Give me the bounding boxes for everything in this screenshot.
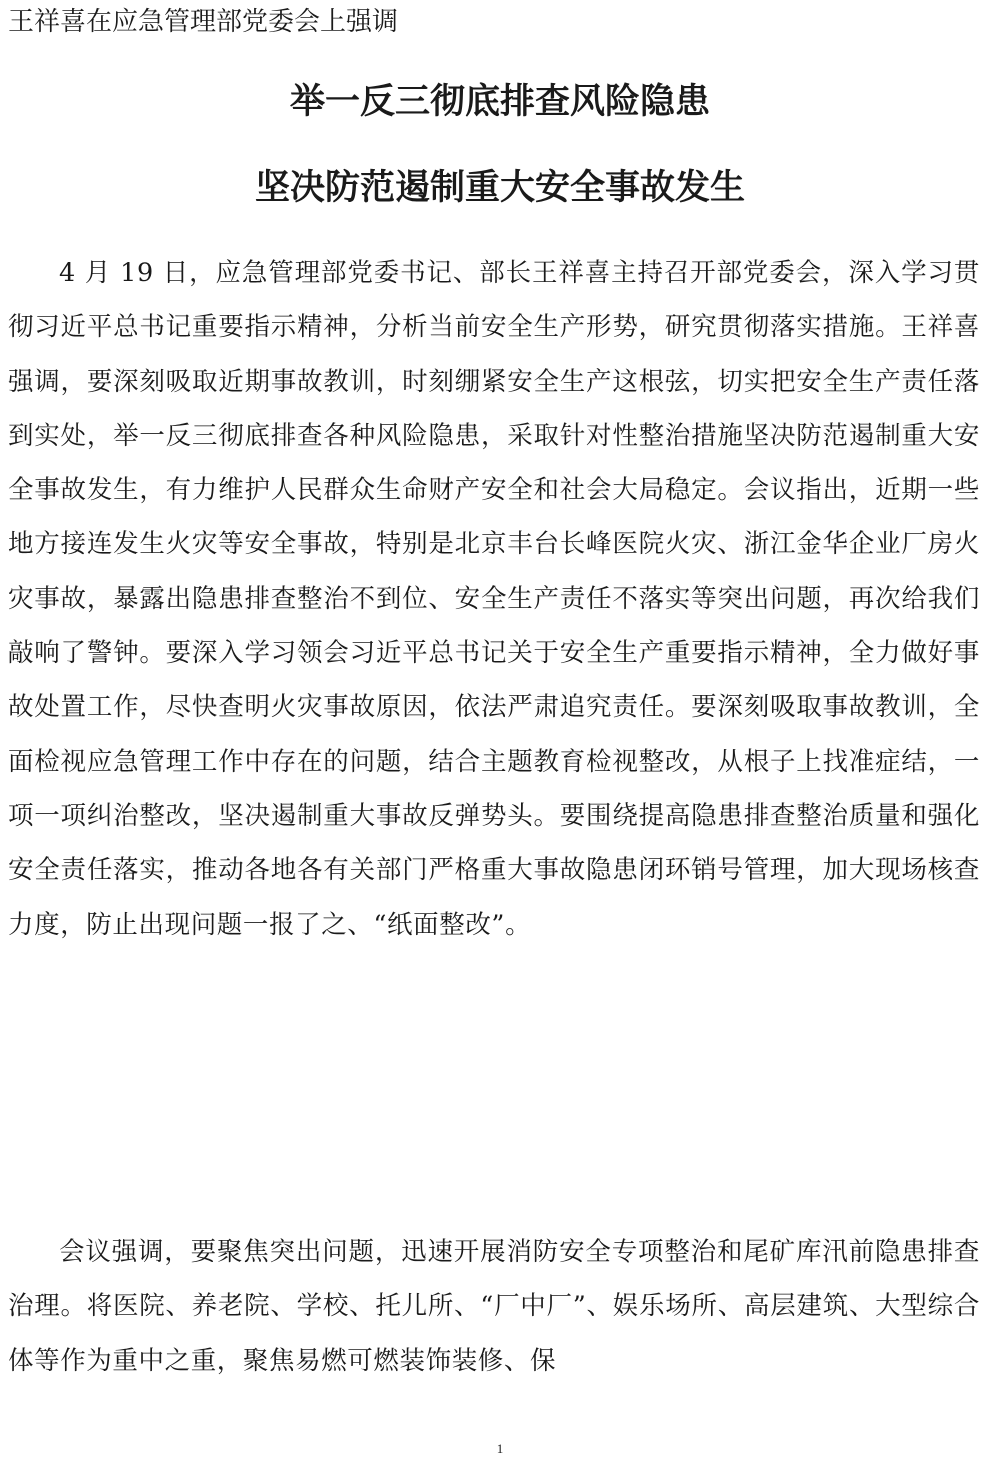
headline-line-1: 举一反三彻底排查风险隐患	[289, 82, 710, 122]
headline-line-2: 坚决防范遏制重大安全事故发生	[254, 168, 745, 208]
body-paragraph-2: 会议强调，要聚焦突出问题，迅速开展消防安全专项整治和尾矿库汛前隐患排查治理。将医院、养老院、学校、托儿所、“厂中厂”、娱乐场所、高层建筑、大型综合体等作为重中之重，聚焦易燃可燃装饰装修、保	[8, 1237, 980, 1376]
article-kicker: 王祥喜在应急管理部党委会上强调	[8, 7, 399, 37]
page-number: 1	[496, 1441, 504, 1456]
body-paragraph-1: 4 月 19 日，应急管理部党委书记、部长王祥喜主持召开部党委会，深入学习贯彻习近平总书记重要指示精神，分析当前安全生产形势，研究贯彻落实措施。王祥喜强调，要深刻吸取近期事故教训，时刻绷紧安全生产这根弦，切实把安全生产责任落到实处，举一反三彻底排查各种风险隐患，采取针对性整治措施坚决防范遏制重大安全事故发生，有力维护人民群众生命财产安全和社会大局稳定。会议指出，近期一些地方接连发生火灾等安全事故，特别是北京丰台长峰医院火灾、浙江金华企业厂房火灾事故，暴露出隐患排查整治不到位、安全生产责任不落实等突出问题，再次给我们敲响了警钟。要深入学习领会习近平总书记关于安全生产重要指示精神，全力做好事故处置工作，尽快查明火灾事故原因，依法严肃追究责任。要深刻吸取事故教训，全面检视应急管理工作中存在的问题，结合主题教育检视整改，从根子上找准症结，一项一项纠治整改，坚决遏制重大事故反弹势头。要围绕提高隐患排查整治质量和强化安全责任落实，推动各地各有关部门严格重大事故隐患闭环销号管理，加大现场核查力度，防止出现问题一报了之、“纸面整改”。	[8, 258, 980, 940]
